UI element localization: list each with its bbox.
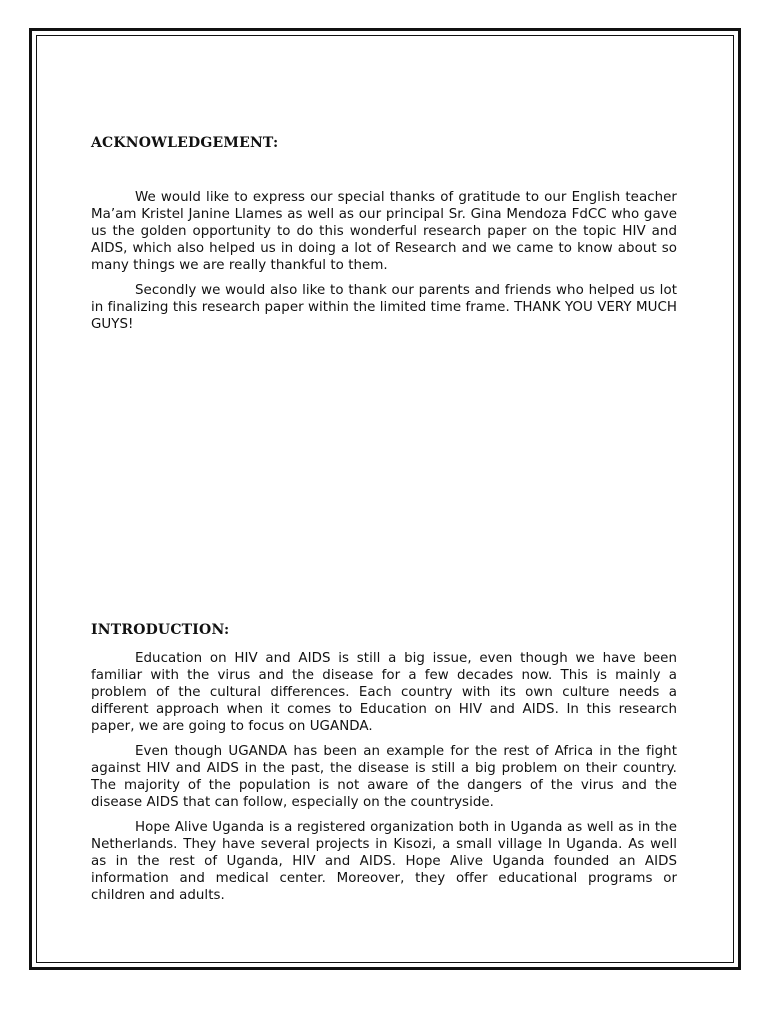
introduction-heading: INTRODUCTION:: [91, 622, 230, 638]
acknowledgement-paragraph-2: Secondly we would also like to thank our parents and friends who helped us lot in finalizing this research paper within the limited time frame. THANK YOU VERY MUCH GUYS!: [91, 283, 677, 332]
acknowledgement-heading: ACKNOWLEDGEMENT:: [91, 135, 279, 151]
introduction-paragraph-3: Hope Alive Uganda is a registered organization both in Uganda as well as in the Netherlands. They have several projects in Kisozi, a small village In Uganda. As well as in the rest of Uganda, HIV and AIDS. Hope Alive Uganda founded an AIDS information and medical center. Moreover, they offer educational programs or children and adults.: [91, 820, 677, 903]
acknowledgement-body: [91, 189, 677, 341]
acknowledgement-paragraph-1: We would like to express our special thanks of gratitude to our English teacher Ma’am Kristel Janine Llames as well as our principal Sr. Gina Mendoza FdCC who gave us the golden opportunity to do this wonderful research paper on the topic HIV and AIDS, which also helped us in doing a lot of Research and we came to know about so many things we are really thankful to them.: [91, 190, 677, 273]
introduction-paragraph-1: Education on HIV and AIDS is still a big issue, even though we have been familiar with the virus and the disease for a few decades now. This is mainly a problem of the cultural differences. Each country with its own culture needs a different approach when it comes to Education on HIV and AIDS. In this research paper, we are going to focus on UGANDA.: [91, 651, 677, 734]
introduction-paragraph-2: Even though UGANDA has been an example for the rest of Africa in the fight against HIV and AIDS in the past, the disease is still a big problem on their country. The majority of the population is not aware of the dangers of the virus and the disease AIDS that can follow, especially on the countryside.: [91, 744, 677, 810]
introduction-body: [91, 650, 677, 912]
